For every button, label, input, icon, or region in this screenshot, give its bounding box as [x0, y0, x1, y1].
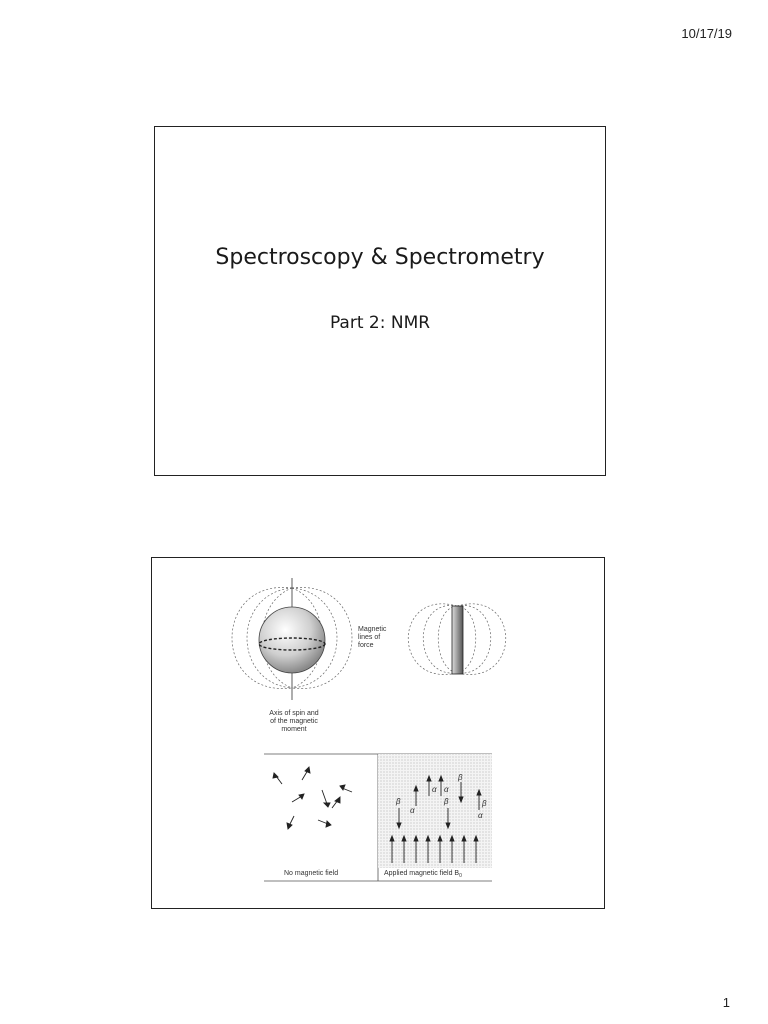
nmr-spin-figure — [152, 558, 604, 908]
spin-axis-caption: Axis of spin and of the magnetic moment — [269, 710, 319, 733]
slide-subtitle: Part 2: NMR — [329, 313, 431, 333]
applied-field-caption: Applied magnetic field $B_0$ — [384, 870, 462, 879]
applied-field-background — [378, 754, 492, 868]
spin-label: β — [444, 797, 449, 806]
header-date: 10/17/19 — [681, 26, 732, 41]
spin-label: β — [396, 797, 401, 806]
page-number: 1 — [722, 995, 730, 1010]
spin-label: β — [482, 799, 487, 808]
spin-label: α — [478, 811, 483, 820]
spin-label: β — [458, 773, 463, 782]
spin-label: α — [432, 785, 437, 794]
no-field-caption: No magnetic field — [284, 870, 339, 877]
random-spin-arrows — [273, 767, 352, 829]
spin-label: α — [444, 785, 449, 794]
slide-title: Spectroscopy & Spectrometry — [215, 245, 545, 270]
title-slide — [154, 126, 606, 476]
figure-slide — [151, 557, 605, 909]
field-lines-caption: Magnetic lines of force — [358, 626, 387, 649]
spin-label: α — [410, 806, 415, 815]
bar-magnet — [452, 606, 463, 674]
